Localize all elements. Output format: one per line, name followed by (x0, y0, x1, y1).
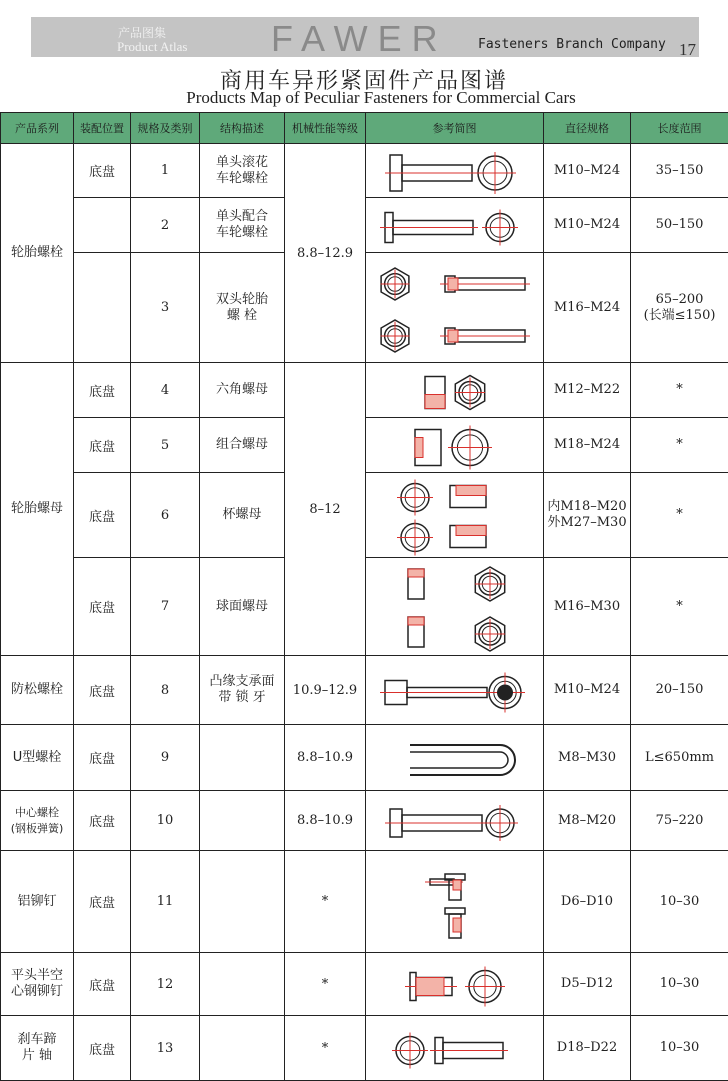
reference-drawing-cell (366, 1016, 544, 1081)
product-series: 中心螺栓 (钢板弹簧) (1, 791, 74, 851)
col-header: 装配位置 (74, 113, 131, 144)
diameter-spec: M8–M20 (544, 791, 631, 851)
structure-description: 双头轮胎 螺 栓 (200, 253, 285, 363)
atlas-cn: 产品图集 (118, 24, 166, 41)
fawer-logo: FAWER (271, 18, 448, 60)
spec-number: 1 (131, 144, 200, 198)
length-range: 75–220 (631, 791, 728, 851)
reference-drawing-cell (366, 725, 544, 791)
product-series: 铝铆钉 (1, 851, 74, 953)
table-row (1, 656, 728, 725)
length-range: 10–30 (631, 1016, 728, 1081)
assembly-position: 底盘 (74, 656, 131, 725)
spec-number: 3 (131, 253, 200, 363)
mechanical-grade: * (285, 953, 366, 1016)
spec-number: 9 (131, 725, 200, 791)
assembly-position: 底盘 (74, 418, 131, 473)
structure-description: 组合螺母 (200, 418, 285, 473)
diameter-spec: M10–M24 (544, 144, 631, 198)
mechanical-grade: 8.8–12.9 (285, 144, 366, 363)
table-row (1, 363, 728, 418)
table-row (1, 953, 728, 1016)
diameter-spec: 内M18–M20 外M27–M30 (544, 473, 631, 558)
mechanical-grade: * (285, 851, 366, 953)
assembly-position: 底盘 (74, 851, 131, 953)
assembly-position: 底盘 (74, 558, 131, 656)
reference-drawing (370, 255, 540, 361)
reference-drawing (370, 475, 540, 556)
structure-description: 球面螺母 (200, 558, 285, 656)
reference-drawing-cell (366, 953, 544, 1016)
spec-number: 10 (131, 791, 200, 851)
assembly-position: 底盘 (74, 725, 131, 791)
structure-description (200, 791, 285, 851)
table-header (1, 113, 728, 144)
length-range: * (631, 363, 728, 418)
assembly-position: 底盘 (74, 1016, 131, 1081)
col-header: 参考简图 (366, 113, 544, 144)
diameter-spec: M12–M22 (544, 363, 631, 418)
mechanical-grade: 8.8–10.9 (285, 791, 366, 851)
page-number: 17 (679, 40, 696, 60)
col-header: 长度范围 (631, 113, 728, 144)
reference-drawing-cell (366, 418, 544, 473)
page-banner (31, 17, 699, 57)
table-row (1, 144, 728, 198)
length-range: 20–150 (631, 656, 728, 725)
reference-drawing (370, 955, 540, 1014)
structure-description (200, 1016, 285, 1081)
length-range: * (631, 473, 728, 558)
page-title-en: Products Map of Peculiar Fasteners for Commercial Cars (0, 88, 728, 108)
diameter-spec: D6–D10 (544, 851, 631, 953)
reference-drawing (370, 365, 540, 416)
reference-drawing-cell (366, 558, 544, 656)
products-table (0, 112, 728, 1081)
product-series: 平头半空 心钢铆钉 (1, 953, 74, 1016)
reference-drawing (370, 560, 540, 654)
length-range: 50–150 (631, 198, 728, 253)
diameter-spec: M10–M24 (544, 198, 631, 253)
structure-description (200, 725, 285, 791)
spec-number: 11 (131, 851, 200, 953)
spec-number: 12 (131, 953, 200, 1016)
length-range: L≤650mm (631, 725, 728, 791)
reference-drawing-cell (366, 198, 544, 253)
col-header: 机械性能等级 (285, 113, 366, 144)
diameter-spec: D5–D12 (544, 953, 631, 1016)
structure-description: 单头滚花 车轮螺栓 (200, 144, 285, 198)
reference-drawing (370, 658, 540, 723)
company-name: Fasteners Branch Company (478, 37, 666, 52)
length-range: * (631, 418, 728, 473)
table-row (1, 1016, 728, 1081)
product-series: 轮胎螺母 (1, 363, 74, 656)
reference-drawing-cell (366, 656, 544, 725)
reference-drawing-cell (366, 473, 544, 558)
spec-number: 7 (131, 558, 200, 656)
diameter-spec: M10–M24 (544, 656, 631, 725)
length-range: 65–200 (长端≤150) (631, 253, 728, 363)
reference-drawing-cell (366, 144, 544, 198)
assembly-position: 底盘 (74, 144, 131, 198)
structure-description: 凸缘支承面 带 锁 牙 (200, 656, 285, 725)
reference-drawing-cell (366, 791, 544, 851)
diameter-spec: M16–M30 (544, 558, 631, 656)
page-title-cn: 商用车异形紧固件产品图谱 (0, 64, 728, 95)
assembly-position: 底盘 (74, 363, 131, 418)
col-header: 规格及类别 (131, 113, 200, 144)
length-range: 35–150 (631, 144, 728, 198)
length-range: 10–30 (631, 953, 728, 1016)
mechanical-grade: * (285, 1016, 366, 1081)
col-header: 直径规格 (544, 113, 631, 144)
product-series: U型螺栓 (1, 725, 74, 791)
mechanical-grade: 8.8–10.9 (285, 725, 366, 791)
structure-description: 单头配合 车轮螺栓 (200, 198, 285, 253)
assembly-position (74, 198, 131, 253)
product-series: 刹车蹄 片 轴 (1, 1016, 74, 1081)
reference-drawing (370, 420, 540, 471)
spec-number: 8 (131, 656, 200, 725)
product-series: 防松螺栓 (1, 656, 74, 725)
spec-number: 2 (131, 198, 200, 253)
table-row (1, 725, 728, 791)
length-range: 10–30 (631, 851, 728, 953)
reference-drawing (370, 146, 540, 196)
structure-description (200, 851, 285, 953)
spec-number: 6 (131, 473, 200, 558)
table-row (1, 791, 728, 851)
col-header: 产品系列 (1, 113, 74, 144)
length-range: * (631, 558, 728, 656)
spec-number: 4 (131, 363, 200, 418)
reference-drawing-cell (366, 253, 544, 363)
diameter-spec: M16–M24 (544, 253, 631, 363)
mechanical-grade: 8–12 (285, 363, 366, 656)
assembly-position (74, 253, 131, 363)
spec-number: 5 (131, 418, 200, 473)
mechanical-grade: 10.9–12.9 (285, 656, 366, 725)
assembly-position: 底盘 (74, 791, 131, 851)
structure-description (200, 953, 285, 1016)
structure-description: 六角螺母 (200, 363, 285, 418)
assembly-position: 底盘 (74, 953, 131, 1016)
diameter-spec: D18–D22 (544, 1016, 631, 1081)
diameter-spec: M8–M30 (544, 725, 631, 791)
assembly-position: 底盘 (74, 473, 131, 558)
product-series: 轮胎螺栓 (1, 144, 74, 363)
atlas-en: Product Atlas (117, 39, 187, 55)
spec-number: 13 (131, 1016, 200, 1081)
reference-drawing (370, 1018, 540, 1079)
reference-drawing-cell (366, 363, 544, 418)
col-header: 结构描述 (200, 113, 285, 144)
diameter-spec: M18–M24 (544, 418, 631, 473)
reference-drawing (370, 793, 540, 849)
reference-drawing (370, 853, 540, 951)
reference-drawing (370, 200, 540, 251)
table-row (1, 851, 728, 953)
reference-drawing (370, 727, 540, 789)
structure-description: 杯螺母 (200, 473, 285, 558)
reference-drawing-cell (366, 851, 544, 953)
